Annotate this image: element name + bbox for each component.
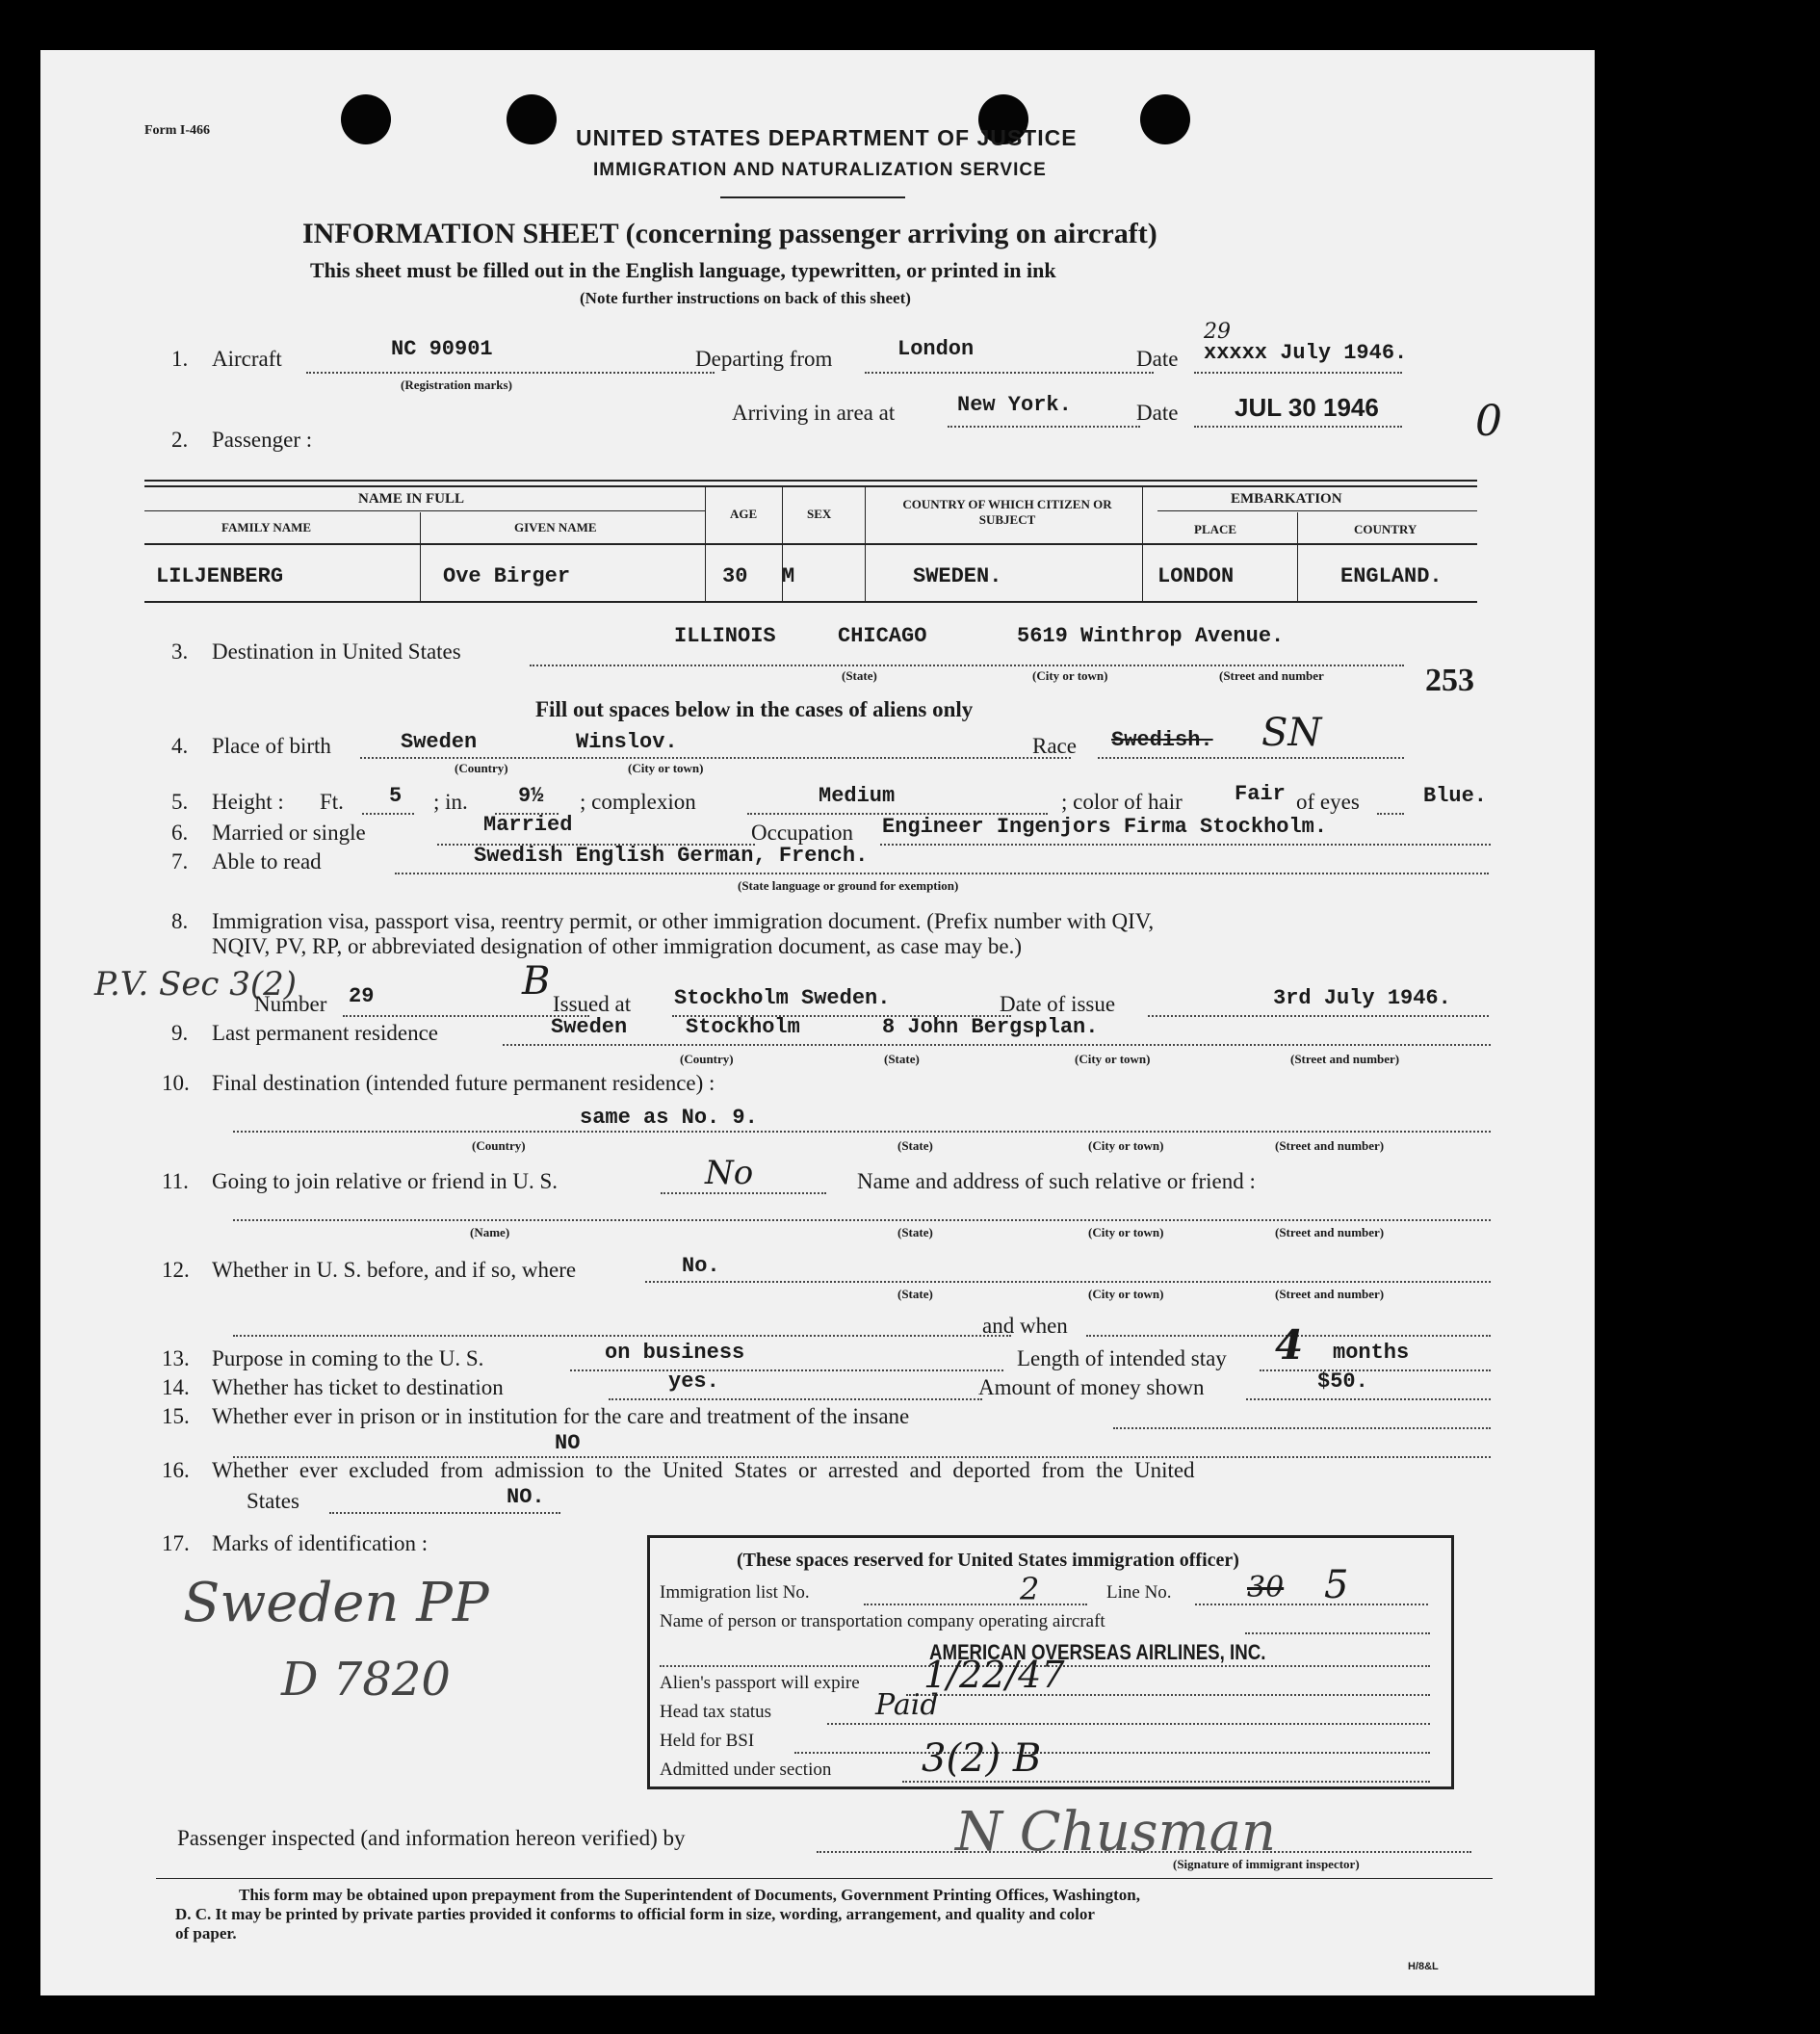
state-caption: (State) [897, 1225, 933, 1239]
us-before-label: Whether in U. S. before, and if so, where [212, 1258, 577, 1282]
footer-code: H/8&L [1408, 1961, 1439, 1972]
identification-label: Marks of identification : [212, 1531, 429, 1555]
residence-label: Last permanent residence [212, 1021, 438, 1045]
item-number: 16. [162, 1458, 190, 1482]
identification-handwritten-2: D 7820 [281, 1653, 451, 1707]
language-caption: (State language or ground for exemption) [738, 878, 959, 893]
birth-country: Sweden [401, 730, 478, 754]
street-caption: (Street and number) [1275, 1225, 1385, 1239]
marital-label: Married or single [212, 821, 366, 845]
embark-country-header: COUNTRY [1354, 522, 1417, 536]
height-label: Height : [212, 790, 284, 814]
item-number: 7. [171, 849, 189, 874]
destination-state: ILLINOIS [674, 624, 776, 648]
officer-box [647, 1535, 1454, 1789]
excluded-value: NO. [507, 1485, 545, 1509]
final-destination-value: same as No. 9. [580, 1106, 758, 1130]
country-header: COUNTRY OF WHICH CITIZEN OR SUBJECT [902, 497, 1112, 527]
residence-country: Sweden [551, 1015, 628, 1039]
aircraft-label: Aircraft [212, 347, 282, 371]
state-caption: (State) [897, 1287, 933, 1301]
languages-value: Swedish English German, French. [474, 844, 869, 868]
destination-city: CHICAGO [838, 624, 927, 648]
destination-street: 5619 Winthrop Avenue. [1017, 624, 1285, 648]
arriving-value: New York. [957, 393, 1072, 417]
item-number: 3. [171, 639, 189, 664]
section-label: Admitted under section [660, 1760, 832, 1780]
company-value-stamp: AMERICAN OVERSEAS AIRLINES, INC. [929, 1640, 1266, 1664]
date-label: Date [1136, 401, 1179, 425]
money-value: $50. [1317, 1369, 1368, 1394]
occupation-value: Engineer Ingenjors Firma Stockholm. [882, 815, 1328, 839]
service-name: IMMIGRATION AND NATURALIZATION SERVICE [593, 160, 1047, 180]
eyes-label: of eyes [1296, 790, 1360, 814]
birth-city: Winslov. [576, 730, 678, 754]
city-caption: (City or town) [1075, 1052, 1151, 1066]
footer-rule [156, 1878, 1493, 1879]
complexion-value: Medium [819, 784, 896, 808]
list-label: Immigration list No. [660, 1582, 810, 1603]
relative-name-label: Name and address of such relative or friend : [857, 1169, 1256, 1193]
street-caption: (Street and number) [1290, 1052, 1400, 1066]
visa-handwritten-prefix: P.V. Sec 3(2) [94, 965, 298, 1004]
bsi-label: Held for BSI [660, 1731, 755, 1751]
handwritten-253: 253 [1425, 663, 1474, 698]
excluded-label-2: States [247, 1489, 299, 1513]
document-instructions-2: NQIV, PV, RP, or abbreviated designation of other immigration document, as case may be.) [212, 934, 1023, 958]
footer-text-2: D. C. It may be printed by private parties provided it conforms to official form in size, wording, arrangement, and quality and color [175, 1905, 1095, 1923]
race-value-struck: Swedish. [1111, 728, 1213, 752]
given-name-value: Ove Birger [443, 564, 571, 588]
form-note: (Note further instructions on back of this sheet) [580, 289, 911, 307]
embark-country-value: ENGLAND. [1340, 564, 1443, 588]
company-label: Name of person or transportation company operating aircraft [660, 1611, 1105, 1631]
punch-hole [507, 94, 557, 144]
passport-expiry-value: 1/22/47 [923, 1654, 1065, 1696]
visa-class-handwritten: B [522, 959, 551, 1004]
officer-box-title: (These spaces reserved for United States immigration officer) [737, 1550, 1239, 1571]
eyes-value: Blue. [1423, 784, 1488, 808]
ticket-label: Whether has ticket to destination [212, 1375, 504, 1399]
hair-value: Fair [1235, 782, 1286, 806]
item-number: 12. [162, 1258, 190, 1282]
inspector-signature: N Chusman [955, 1801, 1277, 1864]
date-correction: 29 [1204, 320, 1231, 344]
form-number: Form I-466 [144, 123, 211, 138]
document-instructions: Immigration visa, passport visa, reentry permit, or other immigration document. (Prefix number with QIV, [212, 909, 1155, 933]
headtax-label: Head tax status [660, 1702, 772, 1722]
us-before-value: No. [682, 1254, 720, 1278]
residence-city: Stockholm [686, 1015, 800, 1039]
age-header: AGE [730, 507, 758, 521]
embarkation-header: EMBARKATION [1231, 491, 1342, 507]
prison-label: Whether ever in prison or in institution for the care and treatment of the insane [212, 1404, 910, 1428]
residence-street: 8 John Bergsplan. [882, 1015, 1099, 1039]
item-number: 14. [162, 1375, 190, 1399]
item-number: 5. [171, 790, 189, 814]
name-caption: (Name) [470, 1225, 510, 1239]
race-label: Race [1032, 734, 1077, 758]
place-header: PLACE [1194, 522, 1237, 536]
issued-value: Stockholm Sweden. [674, 986, 891, 1010]
issue-date-label: Date of issue [1000, 992, 1116, 1016]
family-name-value: LILJENBERG [156, 564, 284, 588]
read-label: Able to read [212, 849, 322, 874]
city-caption: (City or town) [1032, 668, 1108, 683]
destination-label: Destination in United States [212, 639, 461, 664]
item-number: 11. [162, 1169, 189, 1193]
item-number: 15. [162, 1404, 190, 1428]
line-value-struck: 30 [1247, 1571, 1285, 1604]
form-title: INFORMATION SHEET (concerning passenger arriving on aircraft) [302, 218, 1157, 249]
aircraft-value: NC 90901 [391, 337, 493, 361]
stay-label: Length of intended stay [1017, 1346, 1227, 1370]
city-caption: (City or town) [1088, 1225, 1164, 1239]
registration-caption: (Registration marks) [401, 378, 512, 392]
purpose-label: Purpose in coming to the U. S. [212, 1346, 484, 1370]
list-value: 2 [1020, 1571, 1040, 1607]
footer-text-3: of paper. [175, 1924, 237, 1943]
country-caption: (Country) [472, 1138, 526, 1153]
embark-place-value: LONDON [1157, 564, 1235, 588]
punch-hole [1140, 94, 1190, 144]
birthplace-label: Place of birth [212, 734, 331, 758]
departing-date-value: xxxxx July 1946. [1204, 341, 1408, 365]
street-caption: (Street and number) [1275, 1287, 1385, 1301]
race-handwritten: SN [1261, 711, 1322, 755]
prison-value: NO [555, 1431, 581, 1455]
passenger-label: Passenger : [212, 428, 313, 452]
arrival-date-stamp: JUL 30 1946 [1235, 393, 1379, 422]
purpose-value: on business [605, 1341, 745, 1365]
form-sheet [40, 50, 1595, 1995]
money-label: Amount of money shown [978, 1375, 1205, 1399]
inspected-label: Passenger inspected (and information hereon verified) by [177, 1826, 686, 1850]
join-relative-label: Going to join relative or friend in U. S. [212, 1169, 558, 1193]
arriving-label: Arriving in area at [732, 401, 896, 425]
passport-expiry-label: Alien's passport will expire [660, 1673, 860, 1693]
height-in-value: 9½ [518, 784, 544, 808]
occupation-label: Occupation [751, 821, 854, 845]
city-caption: (City or town) [1088, 1138, 1164, 1153]
item-number: 13. [162, 1346, 190, 1370]
ft-label: Ft. [320, 790, 344, 814]
aliens-note: Fill out spaces below in the cases of aliens only [535, 697, 974, 721]
item-number: 2. [171, 428, 189, 452]
header-rule [720, 196, 905, 198]
street-caption: (Street and number [1219, 668, 1324, 683]
name-in-full-header: NAME IN FULL [358, 491, 465, 507]
departing-label: Departing from [695, 347, 833, 371]
punch-hole [341, 94, 391, 144]
city-caption: (City or town) [1088, 1287, 1164, 1301]
height-ft-value: 5 [389, 784, 403, 808]
issued-label: Issued at [553, 992, 632, 1016]
in-label: ; in. [433, 790, 468, 814]
excluded-label: Whether ever excluded from admission to the United States or arrested and deported from the United [212, 1458, 1195, 1482]
hair-label: ; color of hair [1061, 790, 1183, 814]
item-number: 4. [171, 734, 189, 758]
item-number: 1. [171, 347, 189, 371]
state-caption: (State) [842, 668, 877, 683]
state-caption: (State) [884, 1052, 920, 1066]
city-caption: (City or town) [628, 761, 704, 775]
department-name: UNITED STATES DEPARTMENT OF JUSTICE [576, 125, 1078, 150]
complexion-label: ; complexion [580, 790, 696, 814]
visa-number: 29 [349, 984, 375, 1008]
item-number: 17. [162, 1531, 190, 1555]
date-label: Date [1136, 347, 1179, 371]
sex-header: SEX [807, 507, 832, 521]
ticket-value: yes. [668, 1369, 719, 1394]
state-caption: (State) [897, 1138, 933, 1153]
age-value: 30 [722, 564, 748, 588]
departing-value: London [897, 337, 975, 361]
footer-text-1: This form may be obtained upon prepayment from the Superintendent of Documents, Government Printing Offices, Washington, [239, 1886, 1140, 1904]
headtax-value: Paid [875, 1688, 939, 1722]
given-name-header: GIVEN NAME [514, 520, 597, 535]
stay-unit-value: months [1333, 1341, 1410, 1365]
identification-handwritten-1: Sweden PP [183, 1572, 489, 1634]
handwritten-mark: 0 [1475, 397, 1502, 446]
line-label: Line No. [1106, 1582, 1172, 1603]
signature-caption: (Signature of immigrant inspector) [1173, 1857, 1360, 1871]
country-caption: (Country) [680, 1052, 734, 1066]
item-number: 9. [171, 1021, 189, 1045]
section-value: 3(2) B [922, 1736, 1042, 1781]
sex-value: M [782, 564, 795, 588]
family-name-header: FAMILY NAME [221, 520, 312, 535]
street-caption: (Street and number) [1275, 1138, 1385, 1153]
final-destination-label: Final destination (intended future permanent residence) : [212, 1071, 715, 1095]
form-subtitle: This sheet must be filled out in the English language, typewritten, or printed in ink [310, 258, 1056, 282]
stay-number-handwritten: 4 [1275, 1321, 1304, 1369]
citizen-country-value: SWEDEN. [913, 564, 1002, 588]
item-number: 10. [162, 1071, 190, 1095]
item-number: 8. [171, 909, 189, 933]
marital-value: Married [483, 813, 573, 837]
item-number: 6. [171, 821, 189, 845]
number-label: Number [254, 992, 327, 1016]
line-value: 5 [1324, 1563, 1349, 1607]
and-when-label: and when [982, 1314, 1068, 1338]
join-relative-value: No [705, 1154, 754, 1192]
country-caption: (Country) [455, 761, 508, 775]
issue-date-value: 3rd July 1946. [1273, 986, 1451, 1010]
